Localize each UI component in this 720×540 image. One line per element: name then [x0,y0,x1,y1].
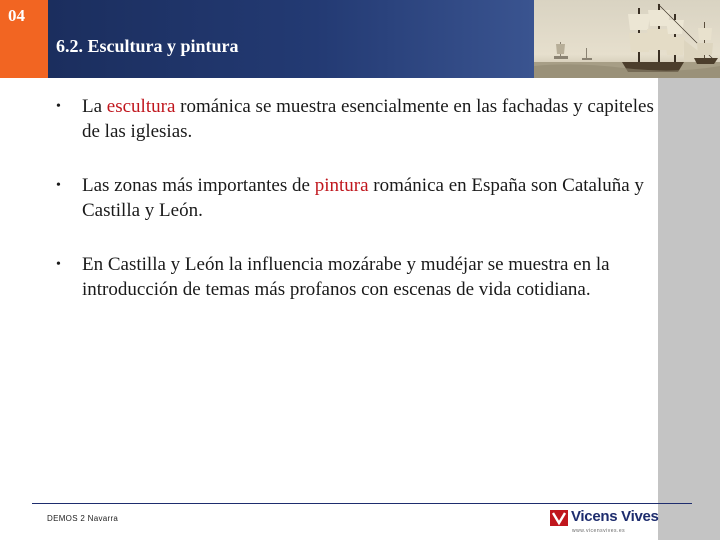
bullet-item [56,94,656,144]
right-side-strip [658,78,720,540]
title-bar [48,0,534,78]
chapter-number: 04 [8,6,25,25]
logo-wordmark: Vicens Vives [571,508,659,525]
bullet-dot-icon: • [56,178,61,193]
bullet-dot-icon: • [56,257,61,272]
bullet-item [56,173,656,223]
slide-header [0,0,720,78]
bullet-text: Las zonas más importantes de [82,175,315,196]
bullet-list [56,94,656,331]
sailing-ships-illustration [534,0,720,78]
slide-title: 6.2. Escultura y pintura [56,36,239,56]
logo-mark-icon [550,510,568,526]
highlighted-term: pintura [314,175,369,196]
bullet-text: La [82,96,107,117]
footer-divider [32,503,692,504]
bullet-text: románica se muestra esencialmente en las fachadas y capiteles de las iglesias. [82,96,654,142]
chapter-badge [0,0,48,78]
highlighted-term: escultura [106,96,176,117]
bullet-text: En Castilla y León la influencia mozárabe y mudéjar se muestra en la introducción de temas más profanos con escenas de vida cotidiana. [82,254,610,300]
logo-url: www.vicensvives.es [572,528,626,534]
bullet-dot-icon: • [56,99,61,114]
publisher-logo [550,508,659,536]
bullet-text: románica en España son Cataluña y Castilla y León. [82,175,644,221]
bullet-item [56,252,656,302]
footer-label: DEMOS 2 Navarra [47,514,119,523]
